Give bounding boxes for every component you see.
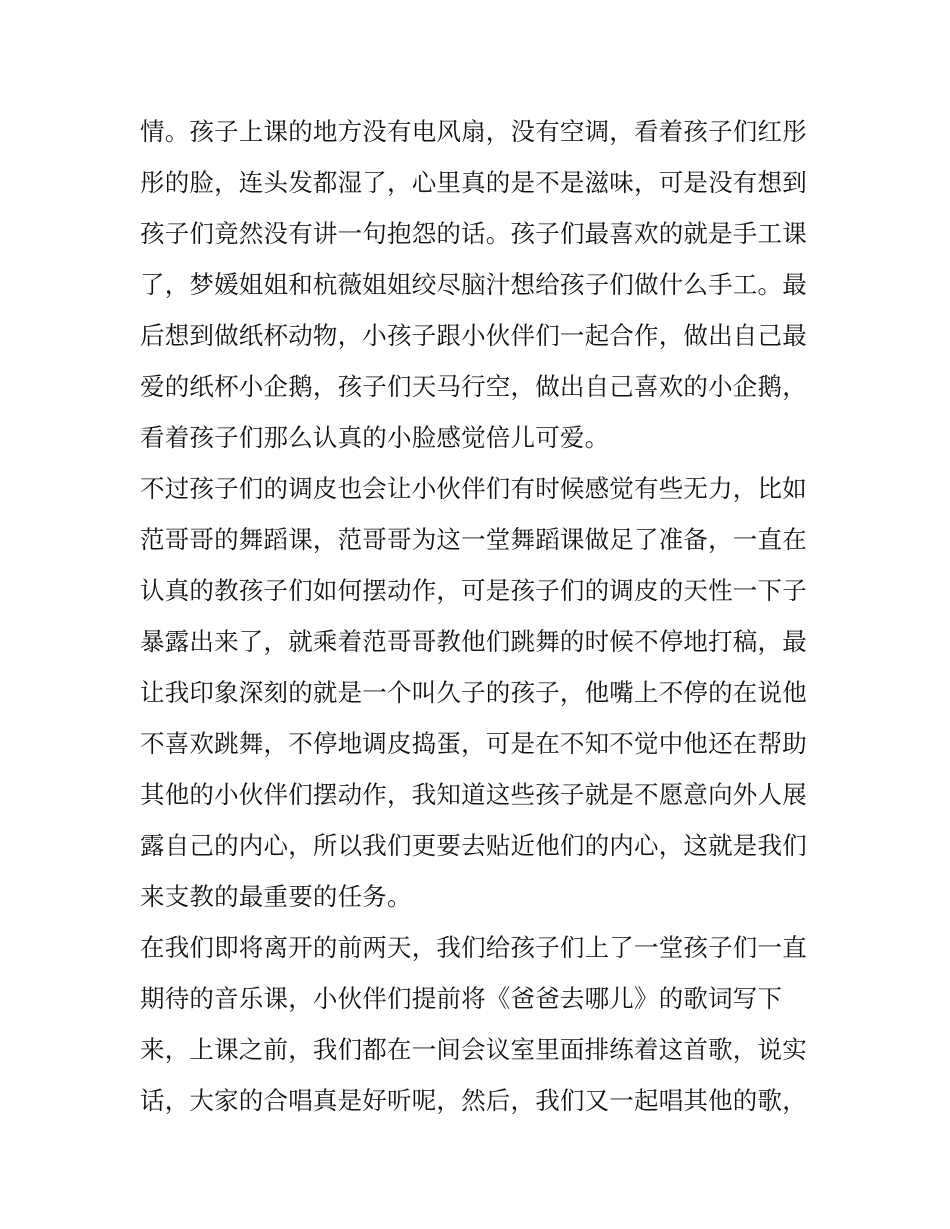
body-text [140,106,830,1126]
text-line-7: 看着孩子们那么认真的小脸感觉倍儿可爱。 [140,423,610,452]
text-line-18: 期待的音乐课，小伙伴们提前将《爸爸去哪儿》的歌词写下 [140,984,783,1013]
text-line-10: 认真的教孩子们如何摆动作，可是孩子们的调皮的天性一下子 [140,576,807,605]
text-line-11: 暴露出来了，就乘着范哥哥教他们跳舞的时候不停地打稿，最 [140,627,807,656]
text-line-2: 彤的脸，连头发都湿了，心里真的是不是滋味，可是没有想到 [140,168,807,197]
text-line-4: 了，梦媛姐姐和杭薇姐姐绞尽脑汁想给孩子们做什么手工。最 [140,270,807,299]
text-line-14: 其他的小伙伴们摆动作，我知道这些孩子就是不愿意向外人展 [140,780,807,809]
text-line-15: 露自己的内心，所以我们更要去贴近他们的内心，这就是我们 [140,831,807,860]
text-line-8: 不过孩子们的调皮也会让小伙伴们有时候感觉有些无力，比如 [140,474,807,503]
text-line-17: 在我们即将离开的前两天，我们给孩子们上了一堂孩子们一直 [140,933,807,962]
text-line-16: 来支教的最重要的任务。 [140,882,412,911]
text-line-20: 话，大家的合唱真是好听呢，然后，我们又一起唱其他的歌， [140,1086,807,1115]
text-line-5: 后想到做纸杯动物，小孩子跟小伙伴们一起合作，做出自己最 [140,321,807,350]
text-line-19: 来，上课之前，我们都在一间会议室里面排练着这首歌，说实 [140,1035,807,1064]
text-line-12: 让我印象深刻的就是一个叫久子的孩子，他嘴上不停的在说他 [140,678,807,707]
text-line-9: 范哥哥的舞蹈课，范哥哥为这一堂舞蹈课做足了准备，一直在 [140,525,807,554]
text-line-1: 情。孩子上课的地方没有电风扇，没有空调，看着孩子们红彤 [140,117,807,146]
text-line-6: 爱的纸杯小企鹅，孩子们天马行空，做出自己喜欢的小企鹅， [140,372,807,401]
text-line-3: 孩子们竟然没有讲一句抱怨的话。孩子们最喜欢的就是手工课 [140,219,807,248]
text-line-13: 不喜欢跳舞，不停地调皮捣蛋，可是在不知不觉中他还在帮助 [140,729,807,758]
